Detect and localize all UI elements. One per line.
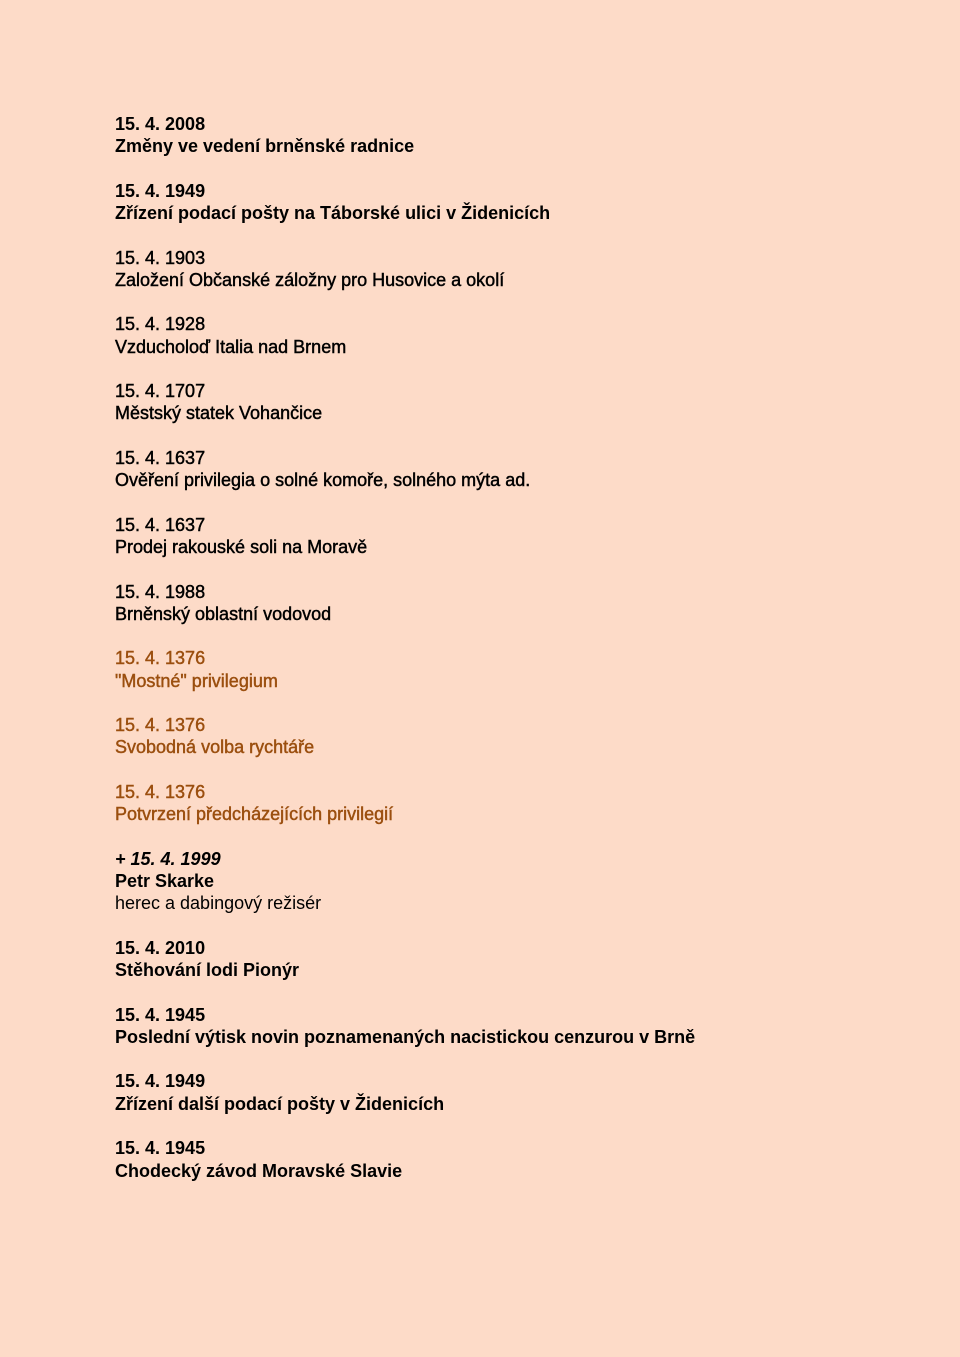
entry-title: Potvrzení předcházejících privilegií [115, 804, 394, 825]
entry-title: Petr Skarke [115, 871, 215, 892]
entry-title: Svobodná volba rychtáře [115, 737, 315, 758]
entry-title: Vzducholoď Italia nad Brnem [115, 336, 347, 357]
entry-title: "Mostné" privilegium [115, 670, 278, 691]
entry-title: Městský statek Vohančice [115, 403, 323, 424]
entry-title: Chodecký závod Moravské Slavie [115, 1160, 403, 1181]
list-item [115, 514, 915, 581]
list-item [115, 781, 915, 848]
list-item [115, 447, 915, 514]
entry-title: Prodej rakouské soli na Moravě [115, 537, 368, 558]
entry-date: 15. 4. 1945 [115, 1138, 206, 1159]
list-item [115, 247, 915, 314]
entry-date: 15. 4. 1945 [115, 1004, 206, 1025]
entry-title: Poslední výtisk novin poznamenaných nacistickou cenzurou v Brně [115, 1026, 696, 1047]
entry-date: 15. 4. 1637 [115, 447, 206, 468]
entry-date: + 15. 4. 1999 [115, 848, 221, 869]
entry-title: Zřízení podací pošty na Táborské ulici v Židenicích [115, 203, 551, 224]
entry-date: 15. 4. 1707 [115, 381, 206, 402]
list-item [115, 113, 915, 180]
entry-title: Zřízení další podací pošty v Židenicích [115, 1093, 445, 1114]
entry-date: 15. 4. 1949 [115, 1071, 206, 1092]
entry-date: 15. 4. 1376 [115, 781, 206, 802]
list-item [115, 937, 915, 1004]
entry-date: 15. 4. 1637 [115, 514, 206, 535]
list-item [115, 180, 915, 247]
entry-date: 15. 4. 1928 [115, 314, 206, 335]
entry-subtitle: herec a dabingový režisér [115, 893, 322, 914]
entry-title: Stěhování lodi Pionýr [115, 960, 300, 981]
list-item [115, 1004, 915, 1071]
entry-title: Ověření privilegia o solné komoře, solného mýta ad. [115, 470, 531, 491]
entry-title: Změny ve vedení brněnské radnice [115, 136, 415, 157]
list-item [115, 1137, 915, 1204]
list-item [115, 313, 915, 380]
list-item [115, 1070, 915, 1137]
list-item [115, 848, 915, 937]
entry-date: 15. 4. 1376 [115, 715, 206, 736]
list-item [115, 380, 915, 447]
list-item [115, 714, 915, 781]
entry-date: 15. 4. 1949 [115, 180, 206, 201]
entry-title: Založení Občanské záložny pro Husovice a okolí [115, 269, 505, 290]
entry-date: 15. 4. 1988 [115, 581, 206, 602]
entry-list [115, 113, 915, 1204]
entry-date: 15. 4. 1376 [115, 648, 206, 669]
list-item [115, 581, 915, 648]
entry-date: 15. 4. 2008 [115, 114, 206, 134]
entry-date: 15. 4. 2010 [115, 937, 206, 958]
entry-date: 15. 4. 1903 [115, 247, 206, 268]
list-item [115, 647, 915, 714]
entry-title: Brněnský oblastní vodovod [115, 603, 332, 624]
